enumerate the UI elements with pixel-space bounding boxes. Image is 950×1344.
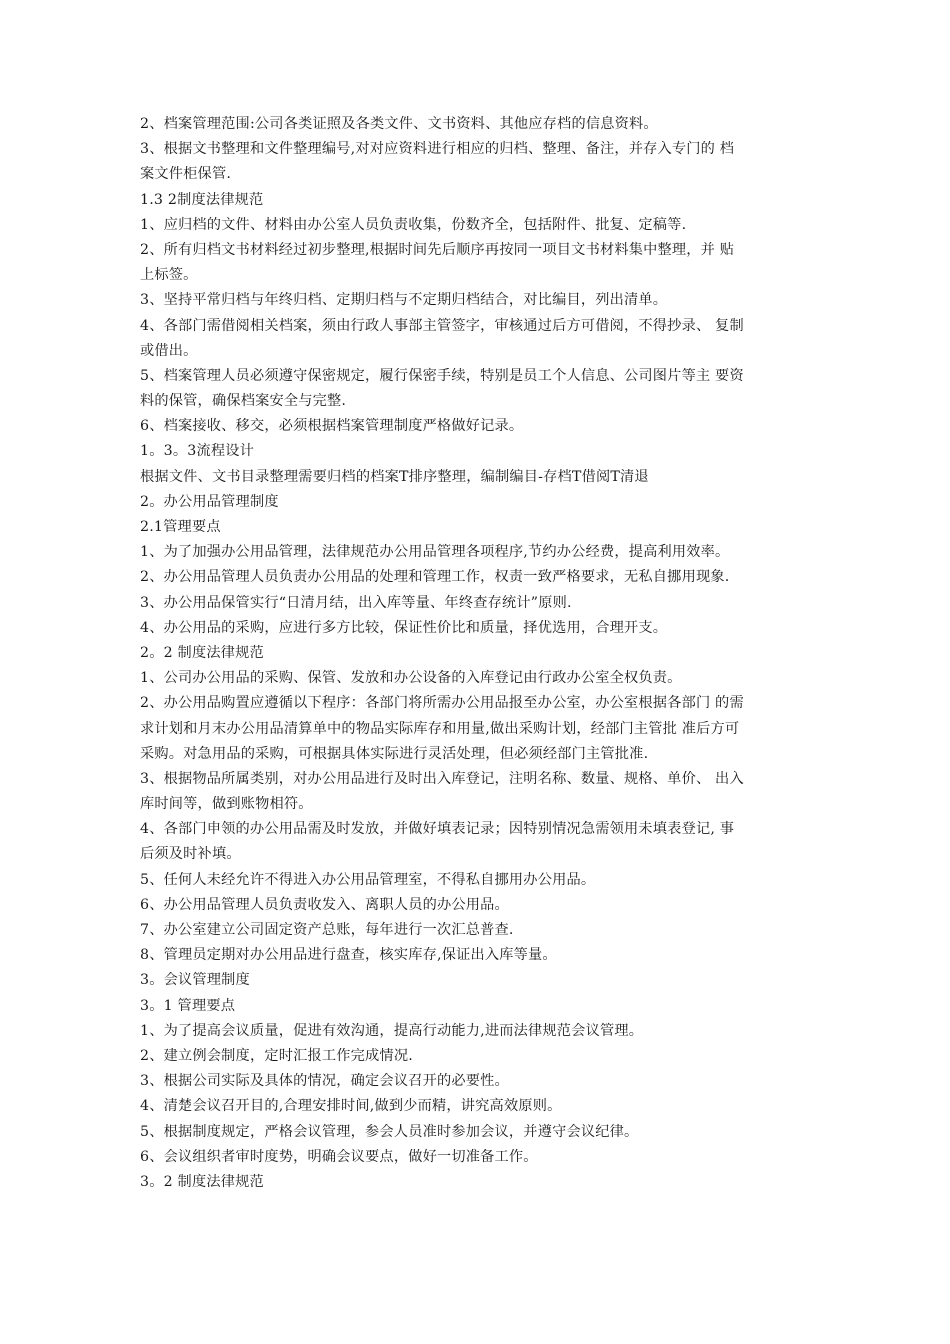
section-heading: 2。办公用品管理制度: [140, 493, 279, 510]
text-line: 后须及时补填。: [140, 846, 241, 863]
text-line: 1、应归档的文件、材料由办公室人员负责收集，份数齐全，包括附件、批复、定稿等.: [140, 216, 687, 233]
text-line: 3、根据物品所属类别，对办公用品进行及时出入库登记，注明名称、数量、规格、单价、 出入: [140, 770, 744, 787]
text-line: 4、清楚会议召开目的,合理安排时间,做到少而精，讲究高效原则。: [140, 1098, 562, 1115]
text-line: 2、档案管理范围:公司各类证照及各类文件、文书资料、其他应存档的信息资料。: [140, 116, 658, 132]
text-line: 6、会议组织者审时度势，明确会议要点，做好一切准备工作。: [140, 1148, 538, 1165]
text-line: 或借出。: [140, 342, 198, 359]
text-line: 1、公司办公用品的采购、保管、发放和办公设备的入库登记由行政办公室全权负责。: [140, 670, 682, 687]
section-heading: 3。会议管理制度: [140, 972, 250, 989]
text-line: 3、根据公司实际及具体的情况，确定会议召开的必要性。: [140, 1073, 509, 1090]
text-line: 采购。对急用品的采购，可根据具体实际进行灵活处理，但必须经部门主管批准.: [140, 745, 649, 762]
text-line: 5、根据制度规定，严格会议管理，参会人员准时参加会议，并遵守会议纪律。: [140, 1123, 639, 1140]
text-line: 案文件柜保管.: [140, 166, 232, 183]
document-body: [140, 112, 820, 1195]
text-line: 1、为了加强办公用品管理，法律规范办公用品管理各项程序,节约办公经费，提高利用效率。: [140, 544, 730, 561]
text-line: 根据文件、文书目录整理需要归档的档案T排序整理，编制编目-存档T借阅T清退: [140, 468, 649, 485]
text-line: 2、办公用品管理人员负责办公用品的处理和管理工作，权责一致严格要求，无私自挪用现象.: [140, 569, 730, 586]
section-heading: 3。2 制度法律规范: [140, 1173, 264, 1190]
section-heading: 1。3。3流程设计: [140, 443, 255, 460]
text-line: 7、办公室建立公司固定资产总账，每年进行一次汇总普查.: [140, 922, 514, 938]
text-line: 上标签。: [140, 267, 198, 284]
section-heading: 3。1 管理要点: [140, 997, 236, 1014]
text-line: 4、办公用品的采购，应进行多方比较，保证性价比和质量，择优选用，合理开支。: [140, 619, 668, 636]
text-line: 4、各部门申领的办公用品需及时发放，并做好填表记录；因特别情况急需领用未填表登记, 事: [140, 821, 735, 838]
text-line: 求计划和月末办公用品清算单中的物品实际库存和用量,做出采购计划，经部门主管批 准后方可: [140, 720, 740, 737]
section-heading: 1.3 2制度法律规范: [140, 191, 264, 208]
text-line: 3、坚持平常归档与年终归档、定期归档与不定期归档结合，对比编目，列出清单。: [140, 292, 668, 309]
section-heading: 2.1管理要点: [140, 519, 221, 535]
text-line: 8、管理员定期对办公用品进行盘查，核实库存,保证出入库等量。: [140, 947, 557, 964]
text-line: 库时间等，做到账物相符。: [140, 796, 313, 813]
text-line: 料的保管，确保档案安全与完整.: [140, 393, 347, 410]
text-line: 2、所有归档文书材料经过初步整理,根据时间先后顺序再按同一项目文书材料集中整理，并 贴: [140, 241, 735, 258]
text-line: 2、办公用品购置应遵循以下程序：各部门将所需办公用品报至办公室，办公室根据各部门 的需: [140, 695, 744, 712]
text-line: 2、建立例会制度，定时汇报工作完成情况.: [140, 1047, 413, 1064]
text-line: 6、档案接收、移交，必须根据档案管理制度严格做好记录。: [140, 418, 524, 435]
text-line: 3、办公用品保管实行“日清月结，出入库等量、年终查存统计”原则.: [140, 594, 572, 611]
section-heading: 2。2 制度法律规范: [140, 644, 264, 661]
text-line: 5、任何人未经允许不得进入办公用品管理室，不得私自挪用办公用品。: [140, 871, 596, 888]
text-line: 4、各部门需借阅相关档案，须由行政人事部主管签字，审核通过后方可借阅，不得抄录、 复制: [140, 317, 744, 334]
text-line: 5、档案管理人员必须遵守保密规定，履行保密手续，特别是员工个人信息、公司图片等主 要资: [140, 367, 744, 384]
text-line: 3、根据文书整理和文件整理编号,对对应资料进行相应的归档、整理、备注，并存入专门的 档: [140, 141, 735, 158]
text-line: 6、办公用品管理人员负责收发入、离职人员的办公用品。: [140, 896, 509, 913]
text-line: 1、为了提高会议质量，促进有效沟通，提高行动能力,进而法律规范会议管理。: [140, 1022, 644, 1039]
